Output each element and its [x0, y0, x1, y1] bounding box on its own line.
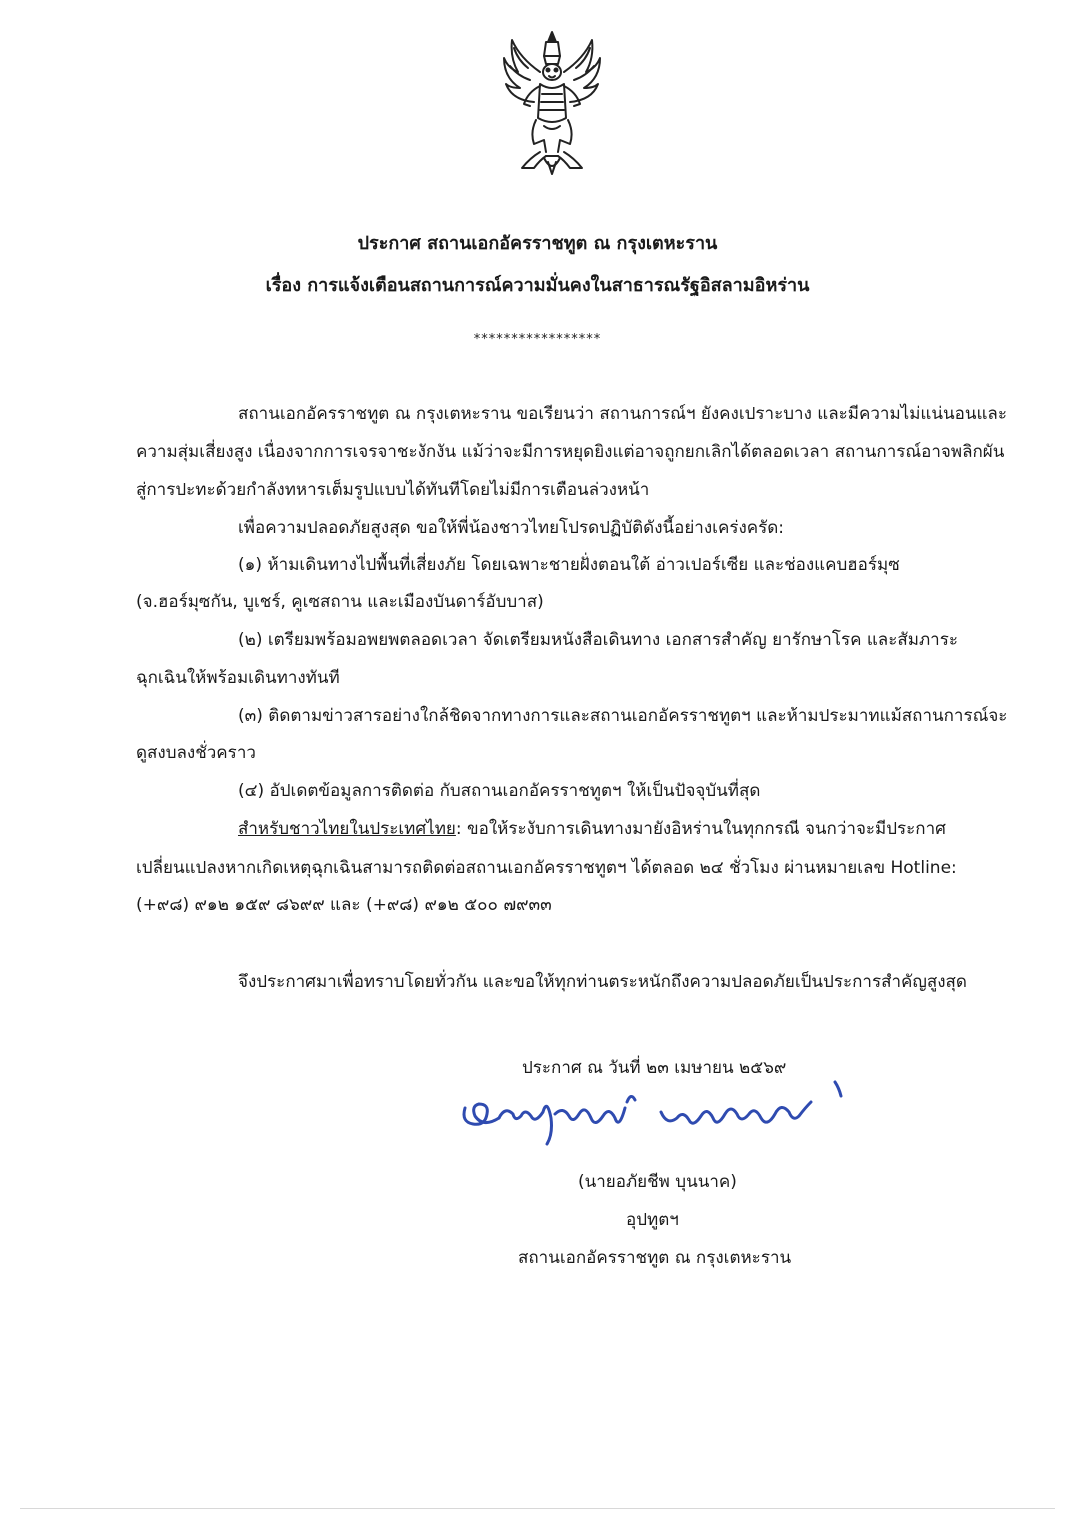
- instruction-3-line-2: ดูสงบลงชั่วคราว: [136, 743, 256, 763]
- thailand-notice-label: สำหรับชาวไทยในประเทศไทย: [238, 819, 456, 839]
- intro-paragraph-line-3: สู่การปะทะด้วยกำลังทหารเต็มรูปแบบได้ทันทีโดยไม่มีการเตือนล่วงหน้า: [136, 480, 650, 500]
- thailand-notice-text: : ขอให้ระงับการเดินทางมายังอิหร่านในทุกกรณี จนกว่าจะมีประกาศ: [455, 819, 946, 839]
- hotline-numbers: (+๙๘) ๙๑๒ ๑๕๙ ๘๖๙๙ และ (+๙๘) ๙๑๒ ๕๐๐ ๗๙๓๓: [136, 895, 552, 915]
- separator-stars: *****************: [473, 332, 602, 347]
- instruction-1-line-2: (จ.ฮอร์มุซกัน, บูเชร์, คูเซสถาน และเมืองบันดาร์อับบาส): [136, 592, 544, 612]
- intro-paragraph-line-2: ความสุ่มเสี่ยงสูง เนื่องจากการเจรจาชะงักงัน แม้ว่าจะมีการหยุดยิงแต่อาจถูกยกเลิกได้ตลอดเวลา สถานการณ์อาจพลิกผัน: [136, 442, 1005, 462]
- instruction-2-line-2: ฉุกเฉินให้พร้อมเดินทางทันที: [136, 668, 340, 688]
- instruction-4: (๔) อัปเดตข้อมูลการติดต่อ กับสถานเอกอัครราชทูตฯ ให้เป็นปัจจุบันที่สุด: [238, 781, 761, 801]
- announcement-date: ประกาศ ณ วันที่ ๒๓ เมษายน ๒๕๖๙: [522, 1058, 787, 1078]
- intro-paragraph-line-1: สถานเอกอัครราชทูต ณ กรุงเตหะราน ขอเรียนว่า สถานการณ์ฯ ยังคงเปราะบาง และมีความไม่แน่นอนและ: [238, 404, 1007, 424]
- instruction-1-line-1: (๑) ห้ามเดินทางไปพื้นที่เสี่ยงภัย โดยเฉพาะชายฝั่งตอนใต้ อ่าวเปอร์เซีย และช่องแคบฮอร์มุซ: [238, 555, 900, 575]
- thailand-notice-line-2: เปลี่ยนแปลงหากเกิดเหตุฉุกเฉินสามารถติดต่อสถานเอกอัครราชทูตฯ ได้ตลอด ๒๔ ชั่วโมง ผ่านหมายเลข Hotline:: [136, 858, 957, 878]
- handwritten-signature: [455, 1078, 855, 1158]
- signatory-name: (นายอภัยชีพ บุนนาค): [578, 1172, 737, 1192]
- thailand-notice-line-1: [238, 817, 946, 841]
- page-bottom-divider: [20, 1508, 1055, 1509]
- closing-statement: จึงประกาศมาเพื่อทราบโดยทั่วกัน และขอให้ทุกท่านตระหนักถึงความปลอดภัยเป็นประการสำคัญสูงสุด: [238, 972, 967, 992]
- safety-instructions-lead: เพื่อความปลอดภัยสูงสุด ขอให้พี่น้องชาวไทยโปรดปฏิบัติดังนี้อย่างเคร่งครัด:: [238, 518, 785, 538]
- instruction-3-line-1: (๓) ติดตามข่าวสารอย่างใกล้ชิดจากทางการและสถานเอกอัครราชทูตฯ และห้ามประมาทแม้สถานการณ์จะ: [238, 706, 1008, 726]
- instruction-2-line-1: (๒) เตรียมพร้อมอพยพตลอดเวลา จัดเตรียมหนังสือเดินทาง เอกสารสำคัญ ยารักษาโรค และสัมภาระ: [238, 630, 958, 650]
- garuda-emblem-icon: [500, 28, 604, 180]
- announcement-subject: เรื่อง การแจ้งเตือนสถานการณ์ความมั่นคงในสาธารณรัฐอิสลามอิหร่าน: [265, 275, 810, 296]
- signatory-organization: สถานเอกอัครราชทูต ณ กรุงเตหะราน: [518, 1248, 792, 1268]
- announcement-title: ประกาศ สถานเอกอัครราชทูต ณ กรุงเตหะราน: [357, 233, 718, 254]
- signatory-title: อุปทูตฯ: [626, 1210, 679, 1230]
